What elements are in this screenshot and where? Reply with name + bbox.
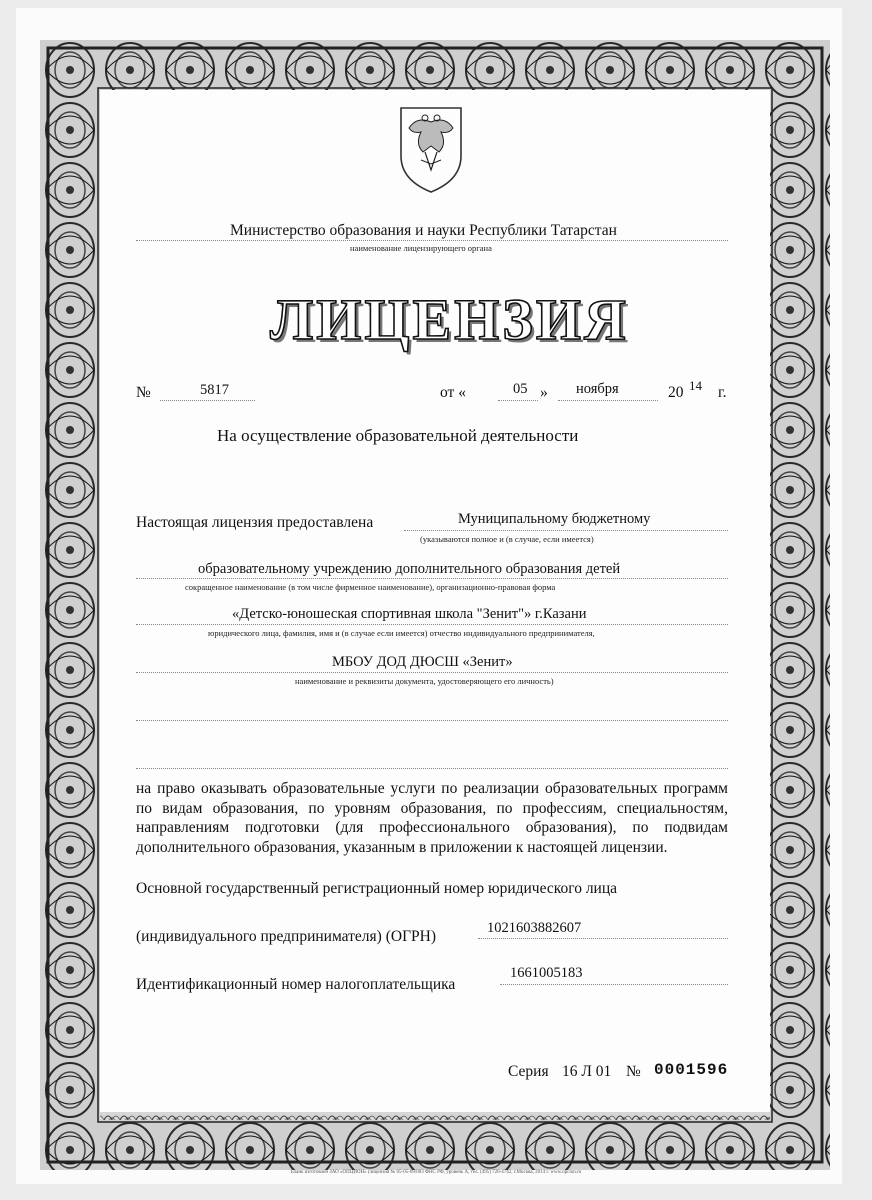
grantee-line-3: «Детско-юношеская спортивная школа "Зенит"» г.Казани — [232, 606, 587, 622]
ogrn-value: 1021603882607 — [487, 920, 582, 936]
grantee-underline-4 — [136, 672, 728, 673]
date-prefix: от « — [440, 384, 466, 401]
license-number: 5817 — [200, 382, 229, 398]
ogrn-underline — [478, 938, 728, 939]
license-purpose: На осуществление образовательной деятельности — [217, 426, 579, 445]
year-suffix: 14 — [689, 378, 702, 393]
month-underline — [558, 400, 658, 401]
number-underline — [160, 400, 255, 401]
inn-value: 1661005183 — [510, 965, 583, 981]
document-title: ЛИЦЕНЗИЯ — [270, 287, 629, 352]
serial-number: 0001596 — [654, 1061, 729, 1079]
serial-number-label: № — [626, 1063, 641, 1080]
grantee-caption-4: наименование и реквизиты документа, удостоверяющего его личность) — [295, 676, 554, 686]
grantee-line-2: образовательному учреждению дополнительного образования детей — [198, 561, 621, 577]
printer-footer: Бланк изготовлен ЗАО «ОПЦИОН» (лицензия № 05-05-09/003 ФНС РФ, уровень А, тел. (495) 726-4742, г.Москва, 2014 г. www.opcion.ru — [290, 1170, 582, 1175]
coat-of-arms-icon — [395, 100, 467, 195]
grantee-line-4: МБОУ ДОД ДЮСШ «Зенит» — [332, 654, 513, 670]
grantee-caption-1: (указываются полное и (в случае, если имеется) — [420, 534, 594, 544]
serial-series: 16 Л 01 — [562, 1063, 612, 1080]
issuer-underline — [136, 240, 728, 241]
grantee-underline-3 — [136, 624, 728, 625]
inn-label: Идентификационный номер налогоплательщика — [136, 976, 456, 993]
issuer-name: Министерство образования и науки Республики Татарстан — [230, 222, 617, 239]
ogrn-label-2: (индивидуального предпринимателя) (ОГРН) — [136, 928, 437, 945]
license-number-label: № — [136, 384, 151, 401]
grantee-underline-2 — [136, 578, 728, 579]
serial-label: Серия — [508, 1063, 549, 1080]
blank-line-1 — [136, 720, 728, 721]
grantee-caption-2: сокращенное наименование (в том числе фирменное наименование), организационно-правовая форма — [185, 582, 556, 592]
rights-paragraph: на право оказывать образовательные услуги по реализации образовательных программ по видам образования, по уровням образования, по профессиям, специальностям, направлениям подготовки (для профессионального образования), по подвидам дополнительного образования, указанным в приложении к настоящей лицензии. — [136, 780, 728, 856]
inn-underline — [500, 984, 728, 985]
grantee-caption-3: юридического лица, фамилия, имя и (в случае если имеется) отчество индивидуального предпринимателя, — [208, 628, 595, 638]
blank-line-2 — [136, 768, 728, 769]
ogrn-label-1: Основной государственный регистрационный номер юридического лица — [136, 880, 618, 897]
grantee-label: Настоящая лицензия предоставлена — [136, 514, 374, 531]
year-prefix: 20 — [668, 384, 684, 401]
grantee-line-1: Муниципальному бюджетному — [458, 511, 651, 527]
year-unit: г. — [718, 384, 727, 401]
license-day: 05 — [513, 381, 528, 397]
grantee-underline-1 — [404, 530, 728, 531]
issuer-caption: наименование лицензирующего органа — [350, 243, 492, 253]
license-month: ноября — [576, 381, 619, 397]
day-underline — [498, 400, 538, 401]
date-close: » — [540, 384, 548, 401]
